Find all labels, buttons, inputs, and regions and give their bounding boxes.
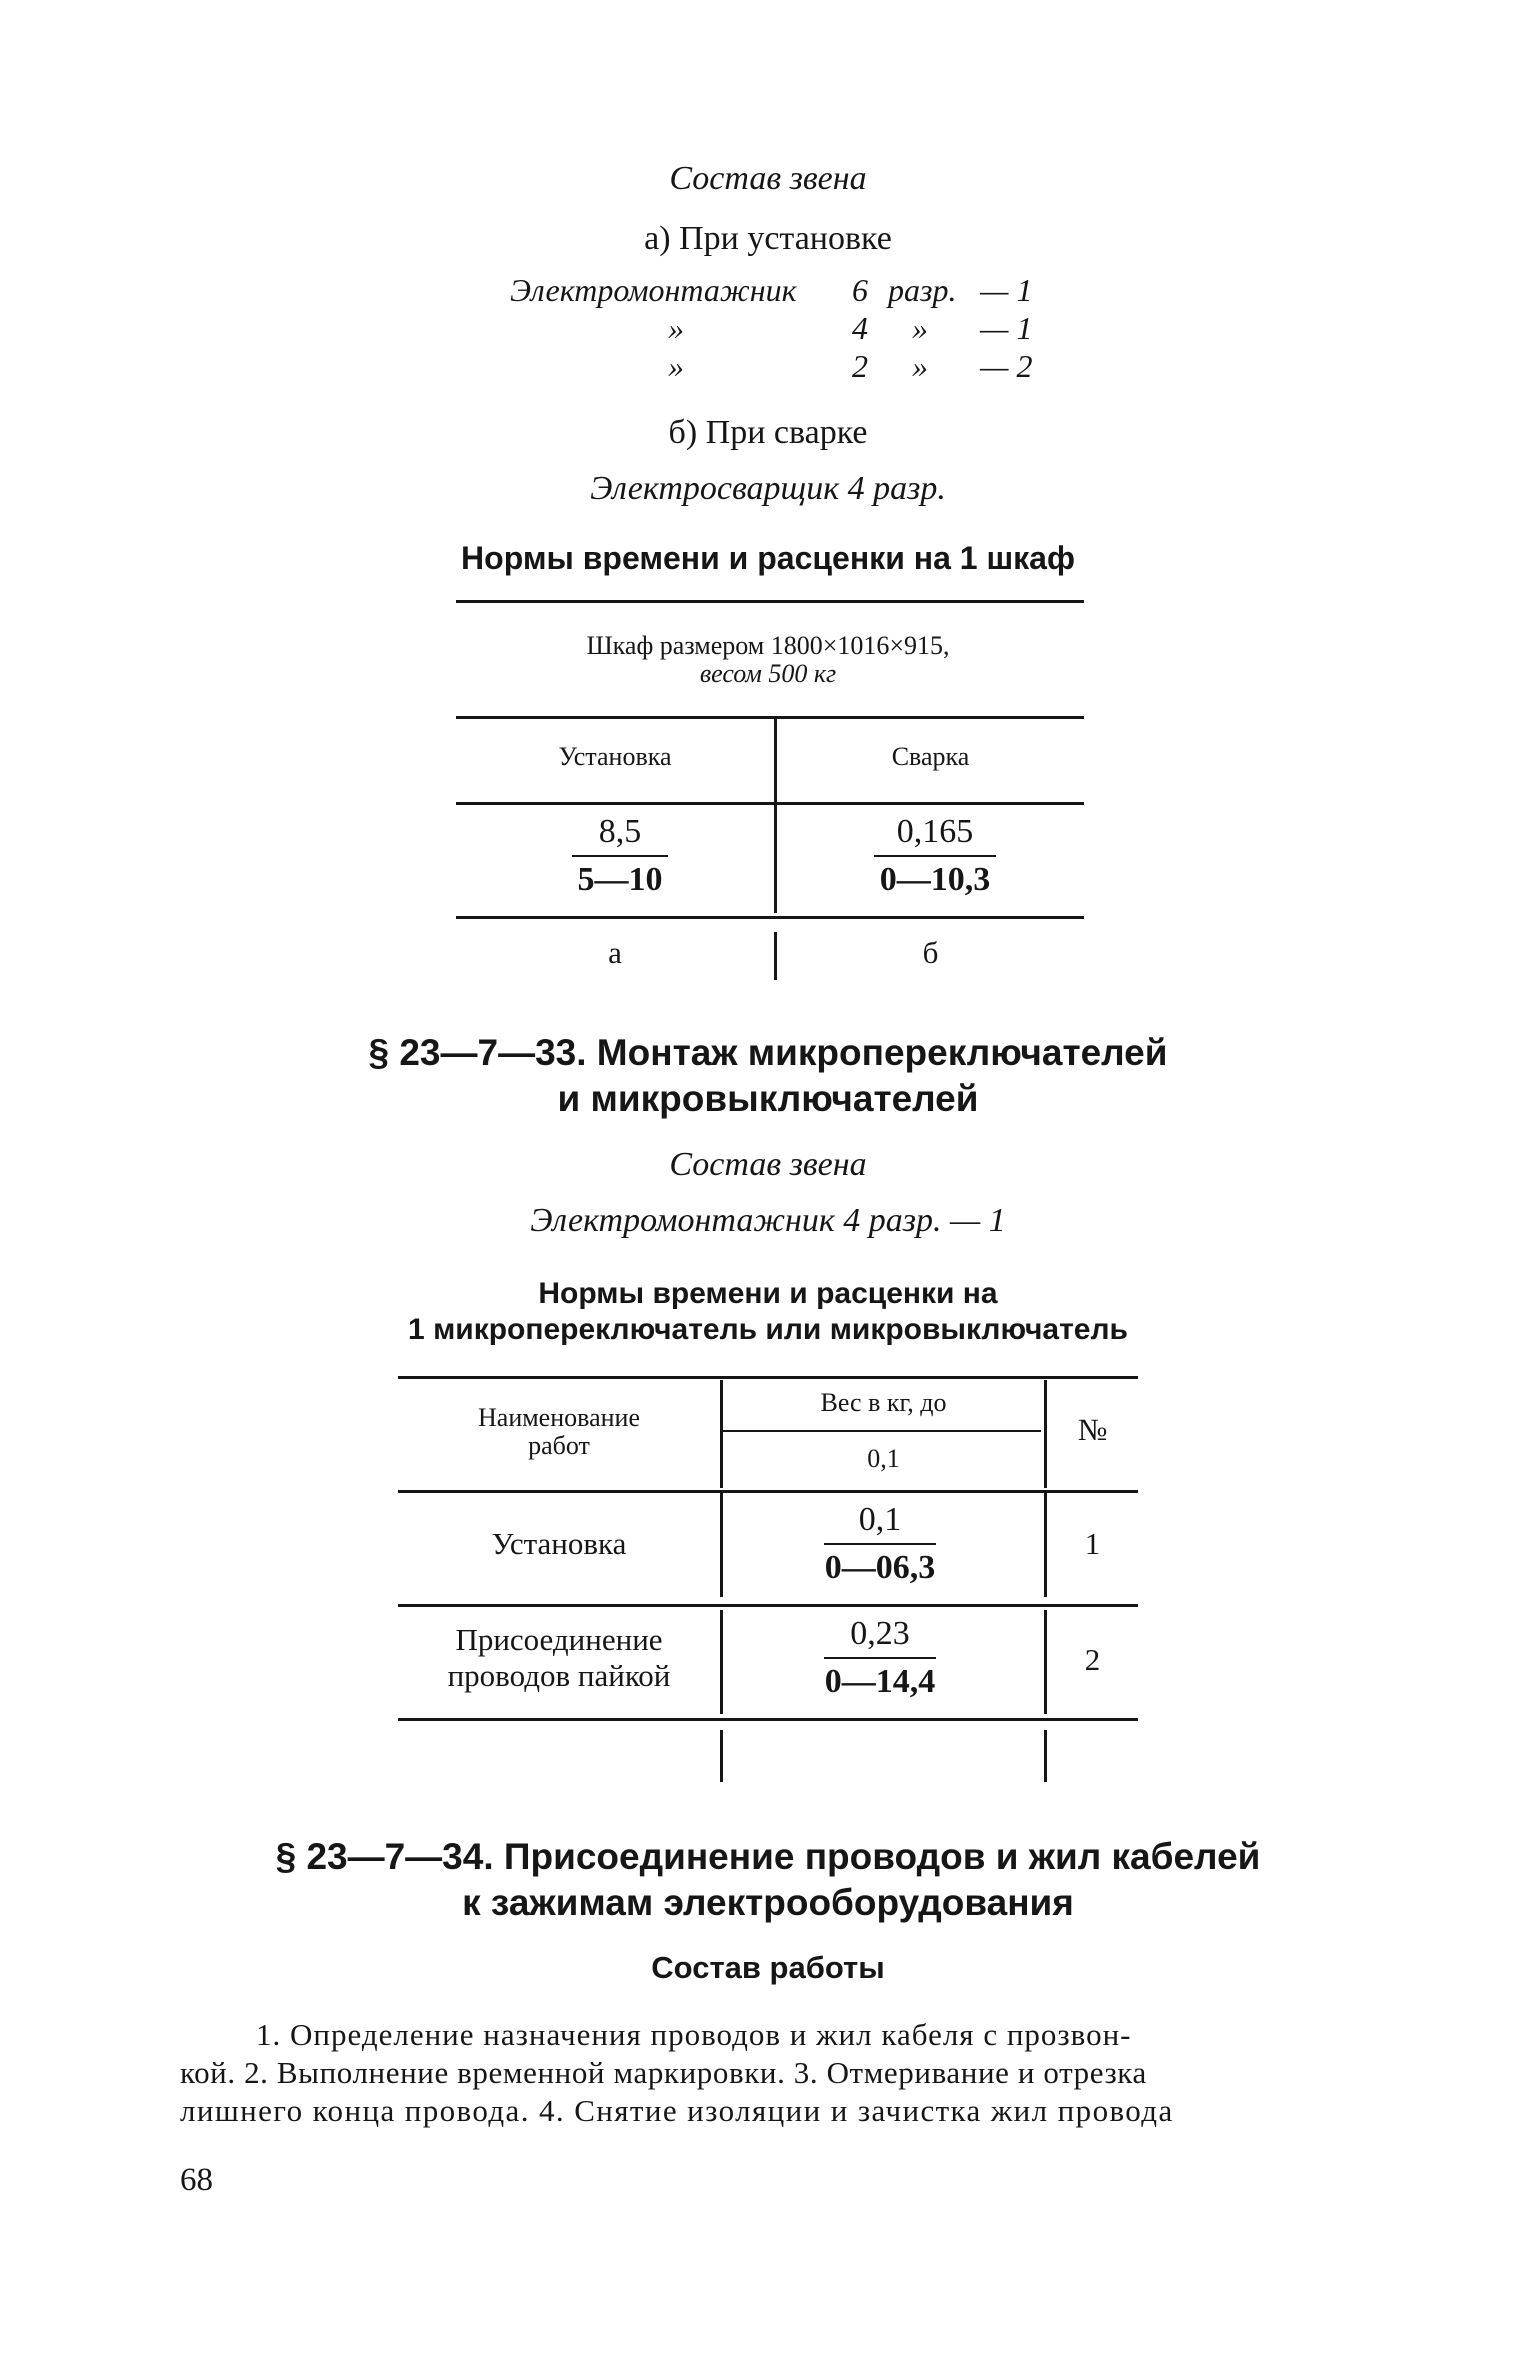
roster-a-unit-3: » xyxy=(912,348,928,384)
fraction-bar xyxy=(572,855,668,857)
table1-bottom-rule xyxy=(456,916,1084,919)
section-34-text-line3: лишнего конца провода. 4. Снятие изоляции и зачистка жил провода xyxy=(180,2093,1174,2128)
table1-caption-rule xyxy=(456,716,1084,719)
table2-row2-time: 0,23 xyxy=(850,1615,910,1652)
roster-a-role-1: Электромонтажник xyxy=(510,272,797,308)
table1-col-install: Установка xyxy=(558,742,672,771)
table2-col-name-line2: работ xyxy=(528,1431,590,1460)
section-33-crew-heading: Состав звена xyxy=(669,1146,867,1183)
table1-top-rule xyxy=(456,600,1084,603)
table1-weld-rate: 0—10,3 xyxy=(879,861,991,898)
table2-row1-value xyxy=(800,1500,960,1588)
case-b-label: б) При сварке xyxy=(668,414,868,451)
roster-a-grade-2: 4 xyxy=(852,310,868,346)
table2-col-weight: Вес в кг, до xyxy=(820,1388,947,1417)
table2-row2-name-line2: проводов пайкой xyxy=(447,1658,671,1693)
section-34-title-line1: § 23—7—34. Присоединение проводов и жил кабелей xyxy=(275,1836,1261,1877)
section-33-crew: Электромонтажник 4 разр. — 1 xyxy=(530,1202,1006,1239)
section-34-work-heading: Состав работы xyxy=(651,1950,885,1985)
table1-caption-line1: Шкаф размером 1800×1016×915, xyxy=(586,631,950,660)
roster-a-count-1: — 1 xyxy=(980,272,1033,308)
table1-col-weld: Сварка xyxy=(891,742,970,771)
table1-letter-a: а xyxy=(608,935,622,970)
table1-install-value xyxy=(540,812,700,900)
table2-row2-number: 2 xyxy=(1084,1642,1101,1677)
table2-divider-1-tail xyxy=(720,1730,723,1782)
section-34-text-line1: 1. Определение назначения проводов и жил кабеля с прозвон- xyxy=(256,2017,1132,2052)
roster-a-unit-2: » xyxy=(912,310,928,346)
table1-caption-line2: весом 500 кг xyxy=(699,659,837,688)
table2-col-name xyxy=(398,1404,720,1460)
table1-caption xyxy=(0,632,1536,688)
crew-heading: Состав звена xyxy=(669,160,867,197)
table2-weight-rule xyxy=(723,1430,1041,1432)
section-33-title-line2: и микровыключателей xyxy=(557,1078,979,1119)
table2-row1-rule xyxy=(398,1604,1138,1607)
table2-row2-name xyxy=(398,1622,720,1694)
roster-a-unit-1: разр. xyxy=(888,272,957,308)
table2-row1-name: Установка xyxy=(491,1526,627,1561)
table1-head-rule xyxy=(456,802,1084,805)
section-34-title xyxy=(0,1834,1536,1926)
table2-divider-2-tail xyxy=(1044,1730,1047,1782)
roster-a-grade-1: 6 xyxy=(852,272,868,308)
fraction-bar xyxy=(824,1543,936,1545)
table2-col-name-line1: Наименование xyxy=(478,1403,640,1432)
table1-install-rate: 5—10 xyxy=(577,861,663,898)
section-33-norms-title-line1: Нормы времени и расценки на xyxy=(538,1277,998,1310)
table2-divider-1-row2 xyxy=(720,1610,723,1714)
table2-col-number: № xyxy=(1077,1412,1108,1447)
table2-row2-value xyxy=(800,1614,960,1702)
section-34-body xyxy=(180,2016,1350,2130)
table2-row2-rate: 0—14,4 xyxy=(824,1663,936,1700)
roster-a-grade-3: 2 xyxy=(852,348,868,384)
section-34-title-line2: к зажимам электрооборудования xyxy=(462,1882,1074,1923)
table2-bottom-rule xyxy=(398,1718,1138,1721)
table2-row2-name-line1: Присоединение xyxy=(455,1622,663,1657)
table1-install-time: 8,5 xyxy=(598,813,642,850)
fraction-bar xyxy=(824,1657,936,1659)
table1-letter-b: б xyxy=(922,935,939,970)
fraction-bar xyxy=(874,855,996,857)
section-33-title xyxy=(0,1030,1536,1122)
table2-head-rule xyxy=(398,1490,1138,1493)
section-33-norms-title-line2: 1 микропереключатель или микровыключатель xyxy=(408,1313,1128,1346)
roster-a-role-2: » xyxy=(668,310,684,346)
section-33-title-line1: § 23—7—33. Монтаж микропереключателей xyxy=(368,1032,1168,1073)
section-34-text-line2: кой. 2. Выполнение временной маркировки. 3. Отмеривание и отрезка xyxy=(180,2055,1147,2090)
table1-body-divider xyxy=(774,805,777,913)
page-number: 68 xyxy=(180,2162,213,2198)
section-33-norms-title xyxy=(0,1276,1536,1348)
roster-a-count-3: — 2 xyxy=(980,348,1033,384)
roster-a-count-2: — 1 xyxy=(980,310,1033,346)
norms-title-cabinet: Нормы времени и расценки на 1 шкаф xyxy=(461,540,1075,576)
table2-divider-1-row1 xyxy=(720,1493,723,1597)
roster-a-role-3: » xyxy=(668,348,684,384)
roster-b: Электросварщик 4 разр. xyxy=(590,470,946,507)
table2-row1-number: 1 xyxy=(1084,1526,1101,1561)
table2-row1-time: 0,1 xyxy=(858,1501,902,1538)
case-a-label: а) При установке xyxy=(644,220,892,257)
table2-row1-rate: 0—06,3 xyxy=(824,1549,936,1586)
table2-col-weight-value: 0,1 xyxy=(867,1444,900,1473)
table1-weld-value xyxy=(850,812,1020,900)
table2-top-rule xyxy=(398,1376,1138,1379)
table1-weld-time: 0,165 xyxy=(896,813,974,850)
